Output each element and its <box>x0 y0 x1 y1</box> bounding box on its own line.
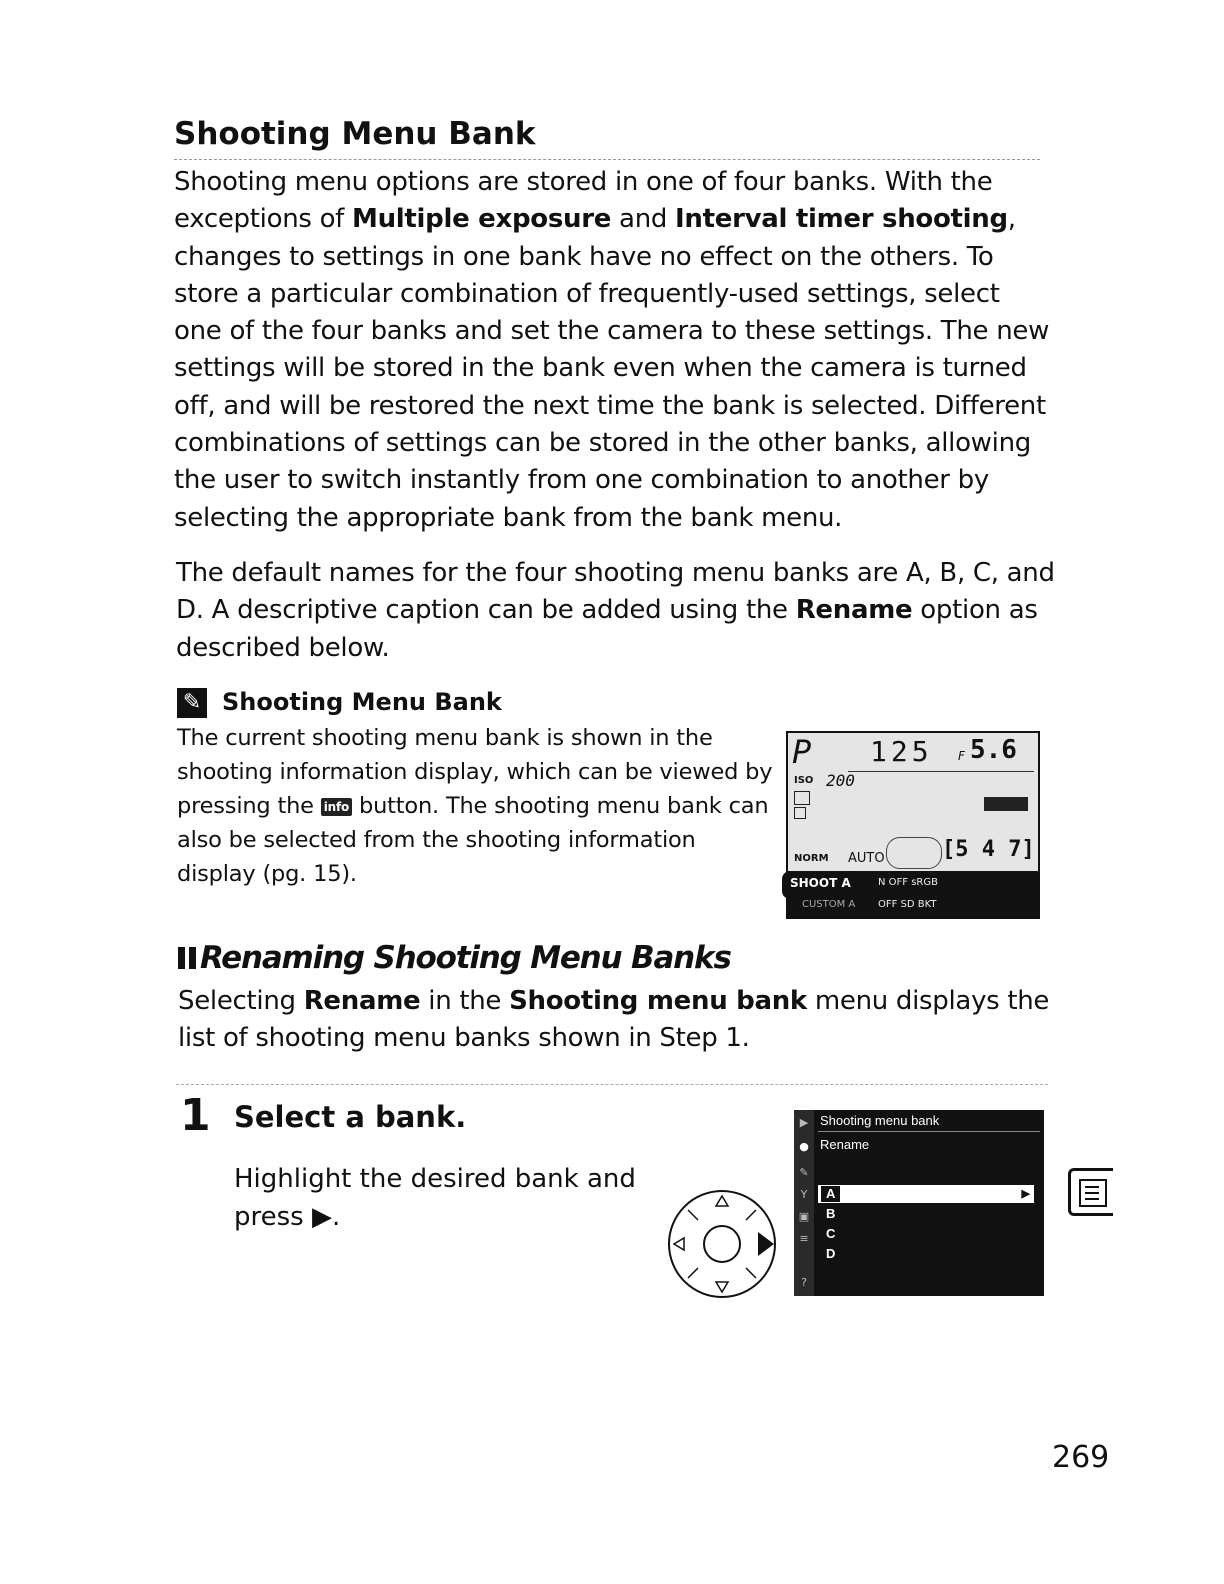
bold-multiple-exposure: Multiple exposure <box>352 204 612 235</box>
shooting-menu-bank-screen <box>794 1110 1044 1296</box>
step-text: Highlight the desired bank and press ▶. <box>234 1164 636 1232</box>
step-title: Select a bank. <box>234 1100 467 1134</box>
subsection-title: Renaming Shooting Menu Banks <box>178 940 731 976</box>
default-names-paragraph: The default names for the four shooting menu banks are A, B, C, and D. A descriptive caption can be added using the Rename option as described below. <box>176 558 1055 663</box>
lcd-iso-value: 200 <box>826 771 855 790</box>
menu-guide-tab-icon <box>1068 1168 1113 1216</box>
af-area-icon <box>886 837 942 869</box>
pencil-menu-icon: ✎ <box>799 1166 809 1179</box>
bold-rename: Rename <box>795 595 913 626</box>
lcd-row2: OFF SD BKT <box>878 899 937 910</box>
lcd-row1: N OFF sRGB <box>878 877 938 888</box>
bank-option-d[interactable]: D <box>826 1246 836 1261</box>
note-title: Shooting Menu Bank <box>222 688 502 716</box>
bold-interval-timer: Interval timer shooting <box>675 204 1008 235</box>
lcd-shutter: 125 <box>870 735 933 768</box>
battery-icon <box>984 797 1028 811</box>
bank-option-c[interactable]: C <box>826 1226 836 1241</box>
title-divider <box>174 159 1040 160</box>
multi-selector-dial-icon <box>666 1188 778 1300</box>
menu-title: Shooting menu bank <box>820 1113 940 1128</box>
lcd-iso-label: ISO <box>794 775 814 786</box>
camera-menu-icon: ● <box>799 1140 809 1153</box>
bank-option-a[interactable]: A ▶ <box>818 1185 1034 1203</box>
lcd-count: [5 4 7] <box>942 837 1035 862</box>
lcd-norm: NORM <box>794 853 829 864</box>
lcd-aperture-prefix: F <box>958 749 965 763</box>
retouch-menu-icon: ▣ <box>798 1210 810 1223</box>
note-text: The current shooting menu bank is shown in the shooting information display, which can be viewed by pressing the info button. The shooting menu bank can also be selected from the shooting information display (pg. 15). <box>177 725 773 887</box>
page-number: 269 <box>1052 1440 1110 1475</box>
shoot-bank-indicator: SHOOT A <box>782 871 858 899</box>
step-divider <box>176 1084 1048 1085</box>
note-pencil-icon: ✎ <box>177 688 207 718</box>
release-mode-icon <box>794 791 810 805</box>
setup-menu-icon: Y <box>800 1188 808 1201</box>
white-balance-icon <box>794 807 806 819</box>
intro-paragraph: Shooting menu options are stored in one of four banks. With the exceptions of Multiple exposure and Interval timer shooting, changes to settings in one bank have no effect on the others. To store a particular combination of frequently-used settings, select one of the four banks and set the camera to these settings. The new settings will be stored in the bank even when the camera is turned off, and will be restored the next time the bank is selected. Different combinations of settings can be stored in the other banks, allowing the user to switch instantly from one combination to another by selecting the appropriate bank from the bank menu. <box>174 167 1050 533</box>
section-title: Shooting Menu Bank <box>174 116 536 152</box>
bank-option-b[interactable]: B <box>826 1206 836 1221</box>
lcd-aperture: 5.6 <box>970 735 1017 765</box>
bold-shooting-menu-bank: Shooting menu bank <box>509 986 807 1016</box>
playback-menu-icon: ▶ <box>799 1116 809 1129</box>
lcd-auto: AUTO <box>848 851 885 866</box>
lcd-custom: CUSTOM A <box>802 899 856 910</box>
help-icon: ? <box>801 1276 807 1289</box>
info-button-icon: info <box>321 798 352 816</box>
arrow-right-icon: ▶ <box>1021 1188 1030 1200</box>
step-number: 1 <box>180 1090 211 1141</box>
menu-subtitle: Rename <box>820 1137 870 1152</box>
my-menu-icon: ≡ <box>799 1232 809 1245</box>
rename-paragraph: Selecting Rename in the Shooting menu bank menu displays the list of shooting menu banks shown in Step 1. <box>178 986 1050 1054</box>
bold-rename-2: Rename <box>303 986 421 1016</box>
lcd-mode: P <box>792 733 812 771</box>
shooting-info-display <box>786 731 1040 919</box>
